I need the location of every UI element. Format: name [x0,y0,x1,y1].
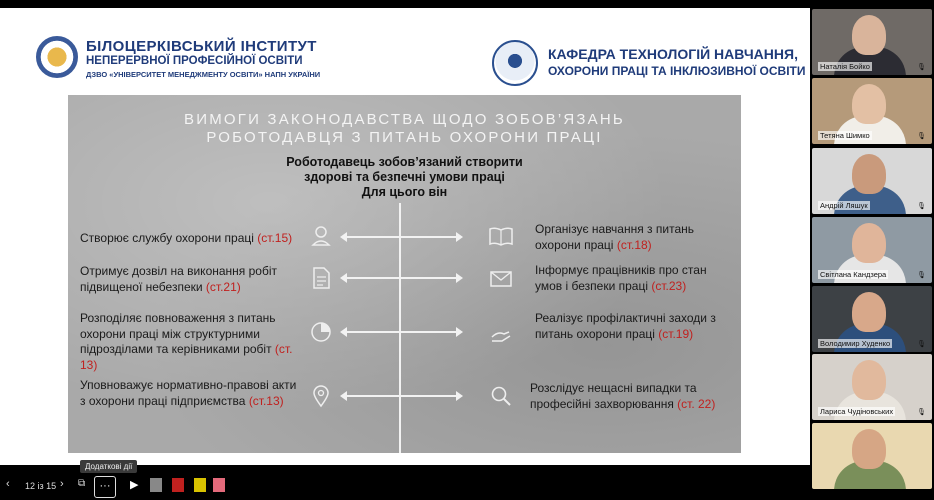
department-name: КАФЕДРА ТЕХНОЛОГІЙ НАВЧАННЯ, [548,46,798,62]
left-item-1: Створює службу охорони праці (ст.15) [80,231,293,245]
right-item-2: Інформує працівників про стан умов і безпеки праці (ст.23) [535,263,707,293]
person-location-icon [308,223,334,249]
participant-tile[interactable] [812,148,932,214]
left-item-3: Розподіляє повноваження з питань охорони праці між структурними підрозділами та керівниками робіт (ст. 13) [80,311,293,372]
page-indicator: 12 із 15 [25,481,57,491]
subheading-line3: Для цього він [361,185,448,199]
open-book-icon [488,223,514,249]
participant-face [852,429,886,469]
hand-shield-icon [488,319,514,345]
participant-tile[interactable] [812,217,932,283]
center-divider [399,203,401,453]
arrow-right [401,277,457,279]
institute-name-line2: НЕПЕРЕРВНОЇ ПРОФЕСІЙНОЇ ОСВІТИ [86,55,303,67]
mic-icon: 🎙 [917,203,926,210]
right-item-1: Організує навчання з питань охорони праці (ст.18) [535,222,695,252]
participant-tile[interactable] [812,423,932,489]
participant-name: Світлана Кандзера [820,270,887,279]
participant-tile[interactable] [812,9,932,75]
slide-title-line1: ВИМОГИ ЗАКОНОДАВСТВА ЩОДО ЗОБОВ’ЯЗАНЬ [184,111,625,128]
slide-title-line2: РОБОТОДАВЦЯ З ПИТАНЬ ОХОРОНИ ПРАЦІ [206,129,603,146]
arrow-left [346,277,399,279]
arrow-right [401,395,457,397]
participant-name: Наталія Бойко [820,62,870,71]
arrow-right [401,236,457,238]
department-name-line2: ОХОРОНИ ПРАЦІ ТА ІНКЛЮЗИВНОЇ ОСВІТИ [548,64,806,78]
participant-face [852,15,886,55]
pen-tool-icon[interactable] [150,478,162,492]
presentation-slide [0,8,810,465]
envelope-icon [488,265,514,291]
pie-chart-icon [308,319,334,345]
institute-affiliation: ДЗВО «УНІВЕРСИТЕТ МЕНЕДЖМЕНТУ ОСВІТИ» НАПН УКРАЇНИ [86,70,321,79]
left-item-2: Отримує дозвіл на виконання робіт підвищеної небезпеки (ст.21) [80,264,278,294]
participant-name: Володимир Худенко [820,339,891,348]
participant-face [852,154,886,194]
mic-icon: 🎙 [917,409,926,416]
marker-tool-icon[interactable] [172,478,184,492]
participant-face [852,223,886,263]
location-pin-icon [308,383,334,409]
participant-name: Тетяна Шимко [820,131,870,140]
institute-logo [36,36,78,78]
participant-face [852,84,886,124]
participant-face [852,292,886,332]
mic-icon: 🎙 [917,64,926,71]
department-logo [492,40,538,86]
right-item-3: Реалізує профілактичні заходи з питань охорони праці (ст.19) [535,311,716,341]
left-item-4: Уповноважує нормативно-правові акти з охорони праці підприємства (ст.13) [80,378,297,408]
participant-name: Андрій Ляшук [820,201,868,210]
arrow-right [401,331,457,333]
mic-icon: 🎙 [917,272,926,279]
institute-name: БІЛОЦЕРКІВСЬКИЙ ІНСТИТУТ [86,38,317,55]
participant-tile[interactable] [812,286,932,352]
subheading-line1: Роботодавець зобов’язаний створити [286,155,523,169]
next-slide-icon[interactable]: › [60,478,64,490]
mic-icon: 🎙 [917,133,926,140]
participant-tile[interactable] [812,354,932,420]
participant-name: Лариса Чудіновських [820,407,894,416]
top-bar [0,0,810,8]
document-icon [308,265,334,291]
highlighter-tool-icon[interactable] [194,478,206,492]
arrow-left [346,331,399,333]
grid-view-icon[interactable]: ⧉ [78,478,86,489]
magnifier-icon [488,383,514,409]
arrow-left [346,395,399,397]
mic-icon: 🎙 [917,341,926,348]
pointer-tool-icon[interactable]: ▶ [130,479,139,491]
subheading-line2: здорові та безпечні умови праці [304,170,505,184]
arrow-left [346,236,399,238]
previous-slide-icon[interactable]: ‹ [6,478,10,490]
tooltip: Додаткові дії [80,460,137,473]
eraser-tool-icon[interactable] [213,478,225,492]
participant-tile[interactable] [812,78,932,144]
right-item-4: Розслідує нещасні випадки та професійні захворювання (ст. 22) [530,381,716,411]
participant-face [852,360,886,400]
content-panel [68,95,741,453]
more-actions-button[interactable]: ··· [94,476,116,498]
